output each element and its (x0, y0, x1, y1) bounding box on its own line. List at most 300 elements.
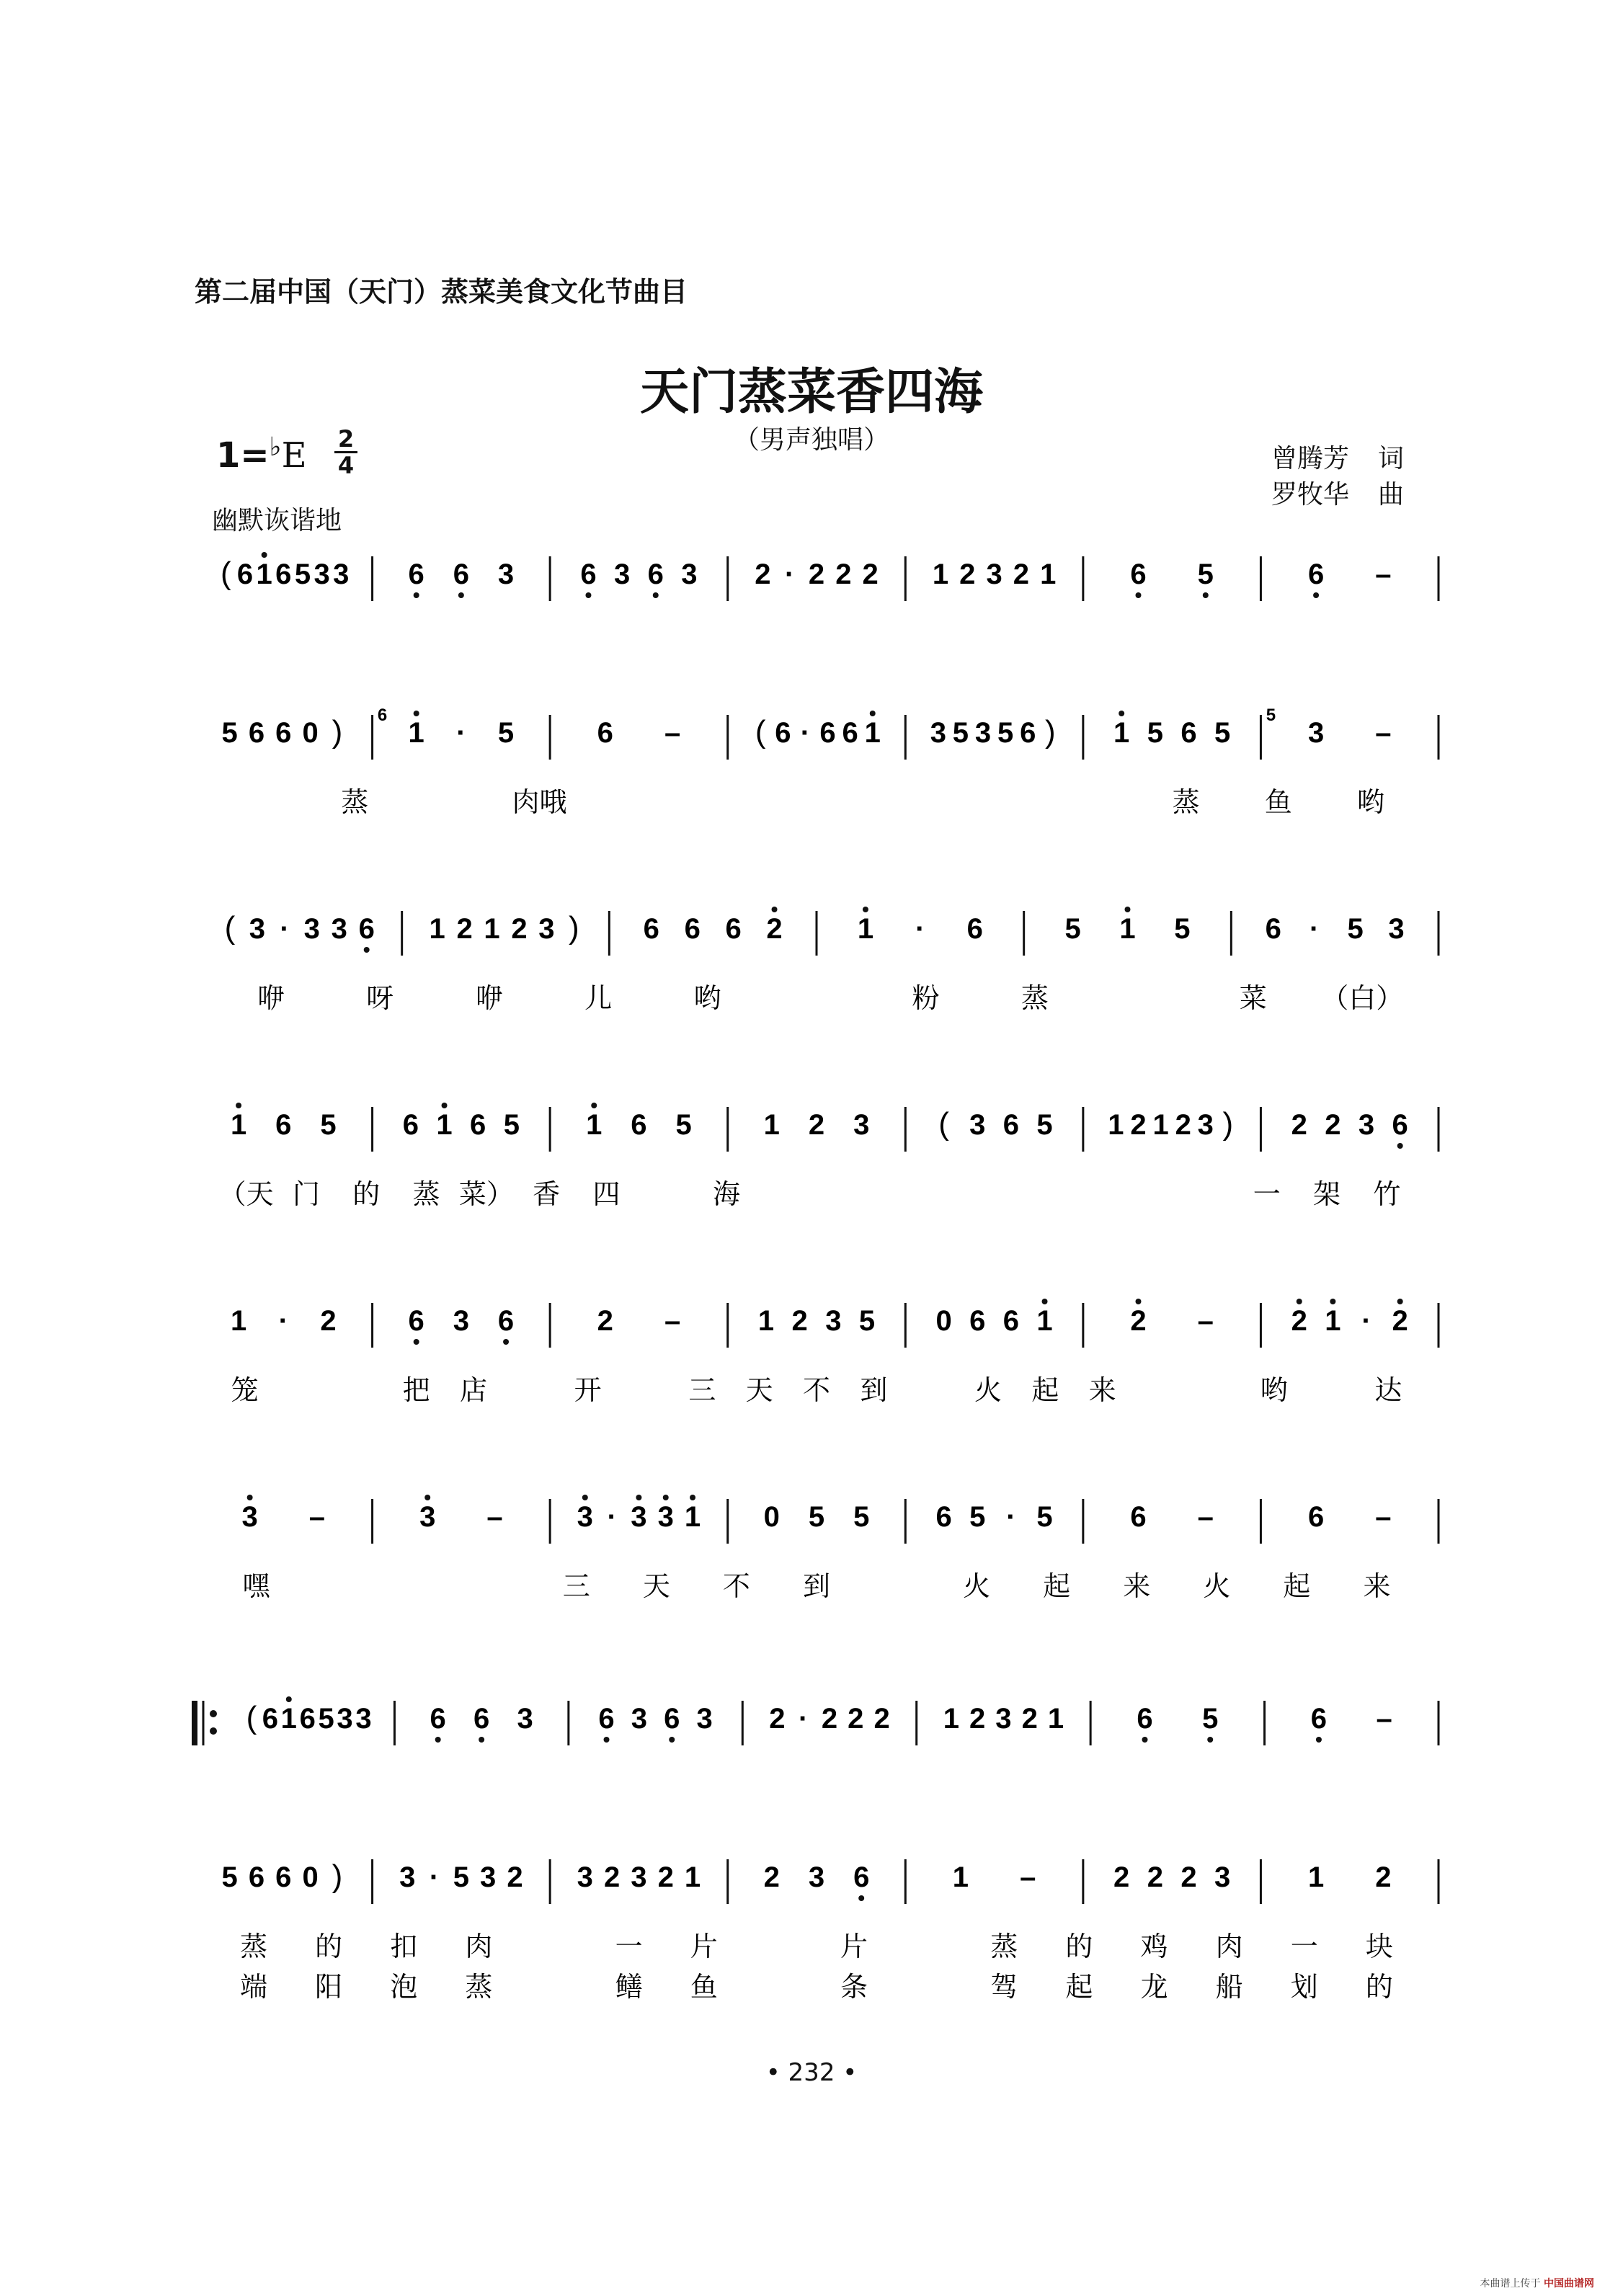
lyric-syllable: 阳 (315, 1971, 343, 2003)
note: · (280, 913, 290, 945)
note: 6 (966, 913, 983, 945)
note: 5 (1174, 913, 1191, 945)
octave-dot-high (870, 711, 876, 716)
song-title: 天门蒸菜香四海 (639, 363, 983, 421)
note: 3 (1307, 717, 1325, 749)
note: 6 (1020, 717, 1036, 749)
octave-dot-high (663, 1495, 669, 1500)
note: 6 (819, 717, 836, 749)
composer-name: 罗牧华 (1271, 480, 1350, 510)
note: 6 (684, 913, 701, 945)
note: 1 (230, 1305, 247, 1337)
lyric-syllable: 哟 (693, 982, 721, 1014)
octave-dot-low (653, 592, 659, 598)
octave-dot-low (1397, 1143, 1403, 1149)
note: 2 (808, 1109, 825, 1141)
note: 5 (997, 717, 1014, 749)
note: 6 (1130, 1501, 1147, 1533)
note: 3 (453, 1305, 469, 1337)
octave-dot-low (1136, 592, 1142, 598)
note: 3 (986, 559, 1002, 590)
lyric-syllable: 蒸 (240, 1931, 268, 1962)
note: 5 (853, 1501, 870, 1533)
lyric-syllable: 起 (1283, 1570, 1311, 1602)
dash: – (1375, 559, 1392, 590)
grace-note: 5 (1266, 706, 1276, 725)
lyric-syllable: 蒸 (1021, 982, 1049, 1014)
note: 6 (598, 1703, 615, 1735)
note: 1 (436, 1109, 453, 1141)
octave-dot-low (669, 1737, 675, 1743)
note: 2 (766, 913, 783, 945)
lyric-syllable: 天 (745, 1374, 773, 1406)
lyric-syllable: （白） (1321, 982, 1404, 1014)
note: 2 (1130, 1109, 1147, 1141)
lyric-syllable: 的 (352, 1178, 381, 1210)
lyric-syllable: 粉 (912, 982, 940, 1014)
note: 3 (853, 1109, 870, 1141)
note: 3 (631, 1703, 648, 1735)
note: 1 (1036, 1305, 1053, 1337)
note: 6 (402, 1109, 419, 1141)
bracket: ) (569, 910, 579, 945)
note: 1 (684, 1501, 701, 1533)
note: 3 (355, 1703, 372, 1735)
note: 5 (808, 1501, 825, 1533)
octave-dot-high (286, 1696, 292, 1702)
note: 2 (755, 559, 771, 590)
note: 5 (952, 717, 969, 749)
note: 5 (1064, 913, 1081, 945)
lyricist-name: 曾腾芳 (1271, 444, 1350, 473)
note: 0 (935, 1305, 952, 1337)
note: 1 (1040, 559, 1057, 590)
lyric-syllable: 驾 (990, 1971, 1018, 2003)
lyric-syllable: 龙 (1140, 1971, 1168, 2003)
note: 6 (1265, 913, 1281, 945)
lyric-syllable: 蒸 (412, 1178, 440, 1210)
note: 3 (577, 1501, 593, 1533)
note: 5 (1202, 1703, 1219, 1735)
note: 0 (763, 1501, 780, 1533)
note: 3 (825, 1305, 842, 1337)
note: 3 (613, 559, 631, 590)
note: 6 (1002, 1305, 1020, 1337)
octave-dot-high (863, 907, 868, 912)
lyric-syllable: 火 (963, 1570, 991, 1602)
note: 2 (1021, 1703, 1038, 1735)
note: 5 (1197, 559, 1214, 590)
lyric-syllable: 起 (1043, 1570, 1071, 1602)
note: 2 (597, 1305, 613, 1337)
note: 1 (408, 717, 424, 749)
lyric-syllable: 泡 (390, 1971, 418, 2003)
dash: – (1375, 1501, 1392, 1533)
lyric-syllable: 肉哦 (512, 786, 567, 818)
lyric-syllable: 店 (459, 1374, 488, 1406)
lyric-syllable: 三 (688, 1374, 716, 1406)
lyric-syllable: 嘿 (242, 1570, 270, 1602)
page-number: • 232 • (765, 2058, 858, 2087)
note: 2 (1291, 1109, 1307, 1141)
note: 3 (631, 1861, 647, 1893)
note: 6 (775, 717, 791, 749)
lyric-syllable: 海 (713, 1178, 741, 1210)
note: 2 (959, 559, 976, 590)
bracket: ( (224, 910, 236, 945)
note: 2 (1392, 1305, 1408, 1337)
footer-watermark (1480, 2276, 1594, 2290)
octave-dot-low (1207, 1737, 1213, 1743)
note: 1 (484, 913, 500, 945)
note: 5 (221, 1861, 238, 1893)
note: 3 (331, 913, 347, 945)
lyric-syllable: 菜） (458, 1178, 514, 1210)
dash: – (308, 1501, 326, 1533)
note: 3 (314, 559, 330, 590)
note: · (1361, 1305, 1371, 1337)
lyric-syllable: （天 (218, 1178, 274, 1210)
octave-dot-low (604, 1737, 610, 1743)
key-note: E (281, 435, 307, 476)
repeat-dot (210, 1710, 217, 1717)
lyric-syllable: 肉 (465, 1931, 493, 1962)
note: 5 (675, 1109, 692, 1141)
octave-dot-high (690, 1495, 695, 1500)
lyric-syllable: 肉 (1215, 1931, 1243, 1962)
dash: – (486, 1501, 503, 1533)
note: · (799, 1703, 809, 1735)
octave-dot-high (582, 1495, 588, 1500)
note: 2 (603, 1861, 621, 1893)
dash: – (1375, 717, 1392, 749)
lyric-syllable: 一 (1253, 1178, 1281, 1210)
note: 3 (930, 717, 946, 749)
note: 0 (302, 1861, 319, 1893)
note: 1 (857, 913, 874, 945)
octave-dot-low (1316, 1737, 1322, 1743)
note: 6 (473, 1703, 490, 1735)
bracket: ) (332, 714, 343, 749)
lyric-syllable: 的 (1065, 1931, 1093, 1962)
note: · (1006, 1501, 1016, 1533)
note: 2 (769, 1703, 786, 1735)
tempo-mood: 幽默诙谐地 (212, 506, 342, 535)
note: 5 (1214, 717, 1231, 749)
lyric-syllable: 船 (1215, 1971, 1243, 2003)
note: 1 (1152, 1109, 1169, 1141)
note: 2 (835, 559, 852, 590)
note: 6 (1137, 1703, 1153, 1735)
note: 2 (1325, 1109, 1341, 1141)
note: 5 (1036, 1109, 1053, 1141)
note: 5 (1347, 913, 1364, 945)
octave-dot-high (247, 1495, 253, 1500)
note: 6 (299, 1703, 316, 1735)
flat-sign: ♭ (269, 432, 282, 462)
lyric-syllable: 咿 (257, 982, 285, 1014)
note: 2 (1130, 1305, 1147, 1337)
note: 3 (631, 1501, 647, 1533)
composer-role: 曲 (1378, 480, 1405, 510)
note: 2 (1291, 1305, 1307, 1337)
note: 6 (1002, 1109, 1020, 1141)
grace-note: 6 (377, 706, 388, 725)
lyric-syllable: 片 (690, 1931, 718, 1962)
lyric-syllable: 天 (642, 1570, 670, 1602)
note: 1 (932, 559, 949, 590)
note: · (278, 1305, 288, 1337)
lyric-syllable: 的 (315, 1931, 343, 1962)
octave-dot-high (424, 1495, 430, 1500)
note: 6 (597, 717, 613, 749)
lyric-syllable: 一 (1290, 1931, 1318, 1962)
note: 6 (1307, 559, 1325, 590)
octave-dot-low (414, 592, 419, 598)
lyric-syllable: 蒸 (1172, 786, 1200, 818)
octave-dot-high (1119, 711, 1124, 716)
lyric-syllable: 菜 (1239, 982, 1267, 1014)
note: 1 (429, 913, 445, 945)
note: 6 (725, 913, 742, 945)
note: 3 (517, 1703, 533, 1735)
lyric-syllable: 竹 (1373, 1178, 1401, 1210)
note: 2 (511, 913, 528, 945)
note: 6 (842, 717, 858, 749)
lyric-syllable: 达 (1374, 1374, 1402, 1406)
note: 6 (935, 1501, 952, 1533)
note: 2 (862, 559, 879, 590)
note: 6 (1180, 717, 1197, 749)
note: 3 (241, 1501, 258, 1533)
octave-dot-high (1136, 1299, 1142, 1304)
note: 6 (262, 1703, 279, 1735)
octave-dot-high (772, 907, 778, 912)
note: 1 (757, 1305, 775, 1337)
octave-dot-high (1125, 907, 1131, 912)
note: 2 (821, 1703, 838, 1735)
note: 6 (275, 1109, 292, 1141)
octave-dot-high (442, 1103, 448, 1108)
lyric-syllable: 鱼 (690, 1971, 718, 2003)
note: 3 (249, 913, 266, 945)
note: · (915, 913, 925, 945)
note: 3 (497, 559, 515, 590)
lyric-syllable: 片 (840, 1931, 868, 1962)
note: 5 (221, 717, 238, 749)
dash: – (1197, 1501, 1214, 1533)
bracket: ( (938, 1106, 949, 1142)
lyric-syllable: 笼 (231, 1374, 259, 1406)
key-prefix: 1= (216, 435, 270, 476)
note: 3 (337, 1703, 353, 1735)
note: · (1309, 913, 1320, 945)
octave-dot-high (1297, 1299, 1302, 1304)
note: 2 (808, 559, 825, 590)
lyric-syllable: 端 (240, 1971, 268, 2003)
lyric-syllable: 来 (1123, 1570, 1151, 1602)
time-signature-top: 2 (337, 425, 355, 453)
bracket: ) (1044, 714, 1056, 749)
dash: – (664, 1305, 681, 1337)
note: 2 (848, 1703, 864, 1735)
note: 1 (943, 1703, 959, 1735)
note: 6 (248, 1861, 265, 1893)
lyric-syllable: 蒸 (341, 786, 369, 818)
note: 6 (580, 559, 597, 590)
note: 2 (1013, 559, 1030, 590)
note: 5 (503, 1109, 520, 1141)
dash: – (664, 717, 681, 749)
bracket: ) (332, 1859, 343, 1894)
octave-dot-low (458, 592, 464, 598)
note: 6 (453, 559, 469, 590)
note: 6 (358, 913, 375, 945)
lyric-syllable: 的 (1365, 1971, 1393, 2003)
octave-dot-low (364, 947, 370, 953)
repeat-dot (210, 1727, 217, 1735)
lyric-syllable: 到 (860, 1374, 888, 1406)
bracket: ( (246, 1700, 257, 1735)
lyric-syllable: 哟 (1356, 786, 1384, 818)
note: 6 (969, 1305, 986, 1337)
repeat-thick-bar (192, 1701, 197, 1745)
octave-dot-high (636, 1495, 641, 1500)
octave-dot-low (414, 1339, 419, 1345)
note: 2 (320, 1305, 337, 1337)
note: 1 (230, 1109, 247, 1141)
lyric-syllable: 不 (802, 1374, 831, 1406)
note: 3 (995, 1703, 1012, 1735)
note: 2 (763, 1861, 780, 1893)
lyric-syllable: 火 (1203, 1570, 1231, 1602)
note: 3 (480, 1861, 497, 1893)
note: 1 (1113, 717, 1130, 749)
note: 3 (1214, 1861, 1231, 1893)
lyric-syllable: 起 (1031, 1374, 1059, 1406)
note: 6 (275, 559, 292, 590)
note: 3 (333, 559, 350, 590)
lyric-syllable: 蒸 (465, 1971, 493, 2003)
note: 3 (969, 1109, 986, 1141)
note: 3 (657, 1501, 674, 1533)
note: 6 (275, 717, 292, 749)
lyric-syllable: 来 (1363, 1570, 1391, 1602)
note: · (456, 717, 466, 749)
note: 1 (1307, 1861, 1325, 1893)
lyric-syllable: 开 (574, 1374, 602, 1406)
note: · (429, 1861, 440, 1893)
octave-dot-low (1142, 1737, 1148, 1743)
song-subtitle: （男声独唱） (733, 425, 889, 455)
note: 2 (1180, 1861, 1197, 1893)
note: 6 (853, 1861, 870, 1893)
note: 5 (858, 1305, 876, 1337)
note: 5 (1147, 717, 1163, 749)
lyric-syllable: 呀 (366, 982, 394, 1014)
lyric-syllable: 香 (533, 1178, 561, 1210)
note: 6 (497, 1305, 515, 1337)
octave-dot-low (479, 1737, 484, 1743)
note: 5 (294, 559, 311, 590)
note: 0 (302, 717, 319, 749)
note: 6 (408, 559, 424, 590)
note: 5 (969, 1501, 986, 1533)
lyric-syllable: 鳝 (615, 1971, 643, 2003)
octave-dot-high (236, 1103, 241, 1108)
note: 1 (586, 1109, 602, 1141)
note: 3 (808, 1861, 825, 1893)
bracket: ( (755, 714, 766, 749)
note: · (785, 559, 795, 590)
octave-dot-low (1203, 592, 1209, 598)
footer-brand: 中国曲谱网 (1544, 2278, 1594, 2290)
note: 2 (507, 1861, 523, 1893)
note: 3 (538, 913, 555, 945)
lyric-syllable: 不 (722, 1570, 750, 1602)
note: 3 (303, 913, 320, 945)
lyric-syllable: 划 (1290, 1971, 1318, 2003)
octave-dot-low (1313, 592, 1319, 598)
note: 1 (1325, 1305, 1341, 1337)
dash: – (1197, 1305, 1214, 1337)
note: 2 (791, 1305, 808, 1337)
program-series: 第二届中国（天门）蒸菜美食文化节曲目 (195, 276, 688, 308)
lyric-syllable: 来 (1088, 1374, 1116, 1406)
note: 6 (248, 717, 265, 749)
octave-dot-low (858, 1895, 864, 1901)
dash: – (1020, 1861, 1036, 1893)
footer-note: 本曲谱上传于 (1480, 2278, 1541, 2290)
note: 6 (647, 559, 664, 590)
octave-dot-high (1397, 1299, 1403, 1304)
note: 6 (664, 1703, 680, 1735)
octave-dot-low (585, 592, 591, 598)
lyric-syllable: 咿 (475, 982, 503, 1014)
note: 1 (684, 1861, 701, 1893)
lyric-syllable: 架 (1313, 1178, 1341, 1210)
note: 1 (763, 1109, 780, 1141)
bracket: ) (1222, 1106, 1234, 1142)
lyric-syllable: 四 (592, 1178, 621, 1210)
note: 6 (430, 1703, 446, 1735)
note: 3 (399, 1861, 416, 1893)
note: 5 (453, 1861, 469, 1893)
lyric-syllable: 到 (802, 1570, 831, 1602)
octave-dot-high (262, 552, 267, 558)
lyric-syllable: 门 (292, 1178, 320, 1210)
note: 2 (1175, 1109, 1191, 1141)
note: 2 (456, 913, 473, 945)
note: · (800, 717, 811, 749)
note: 5 (318, 1703, 334, 1735)
octave-dot-high (1330, 1299, 1335, 1304)
note: 3 (974, 717, 992, 749)
note: 6 (1392, 1109, 1408, 1141)
lyric-syllable: 蒸 (990, 1931, 1018, 1962)
note: 1 (256, 559, 272, 590)
note: 1 (280, 1703, 297, 1735)
lyric-syllable: 火 (974, 1374, 1002, 1406)
note: 3 (696, 1703, 713, 1735)
octave-dot-high (414, 711, 419, 716)
bracket: ( (220, 556, 231, 591)
note: 3 (681, 559, 698, 590)
note: 1 (1108, 1109, 1124, 1141)
octave-dot-low (435, 1737, 441, 1743)
note: 5 (1036, 1501, 1053, 1533)
note: 3 (1358, 1109, 1375, 1141)
